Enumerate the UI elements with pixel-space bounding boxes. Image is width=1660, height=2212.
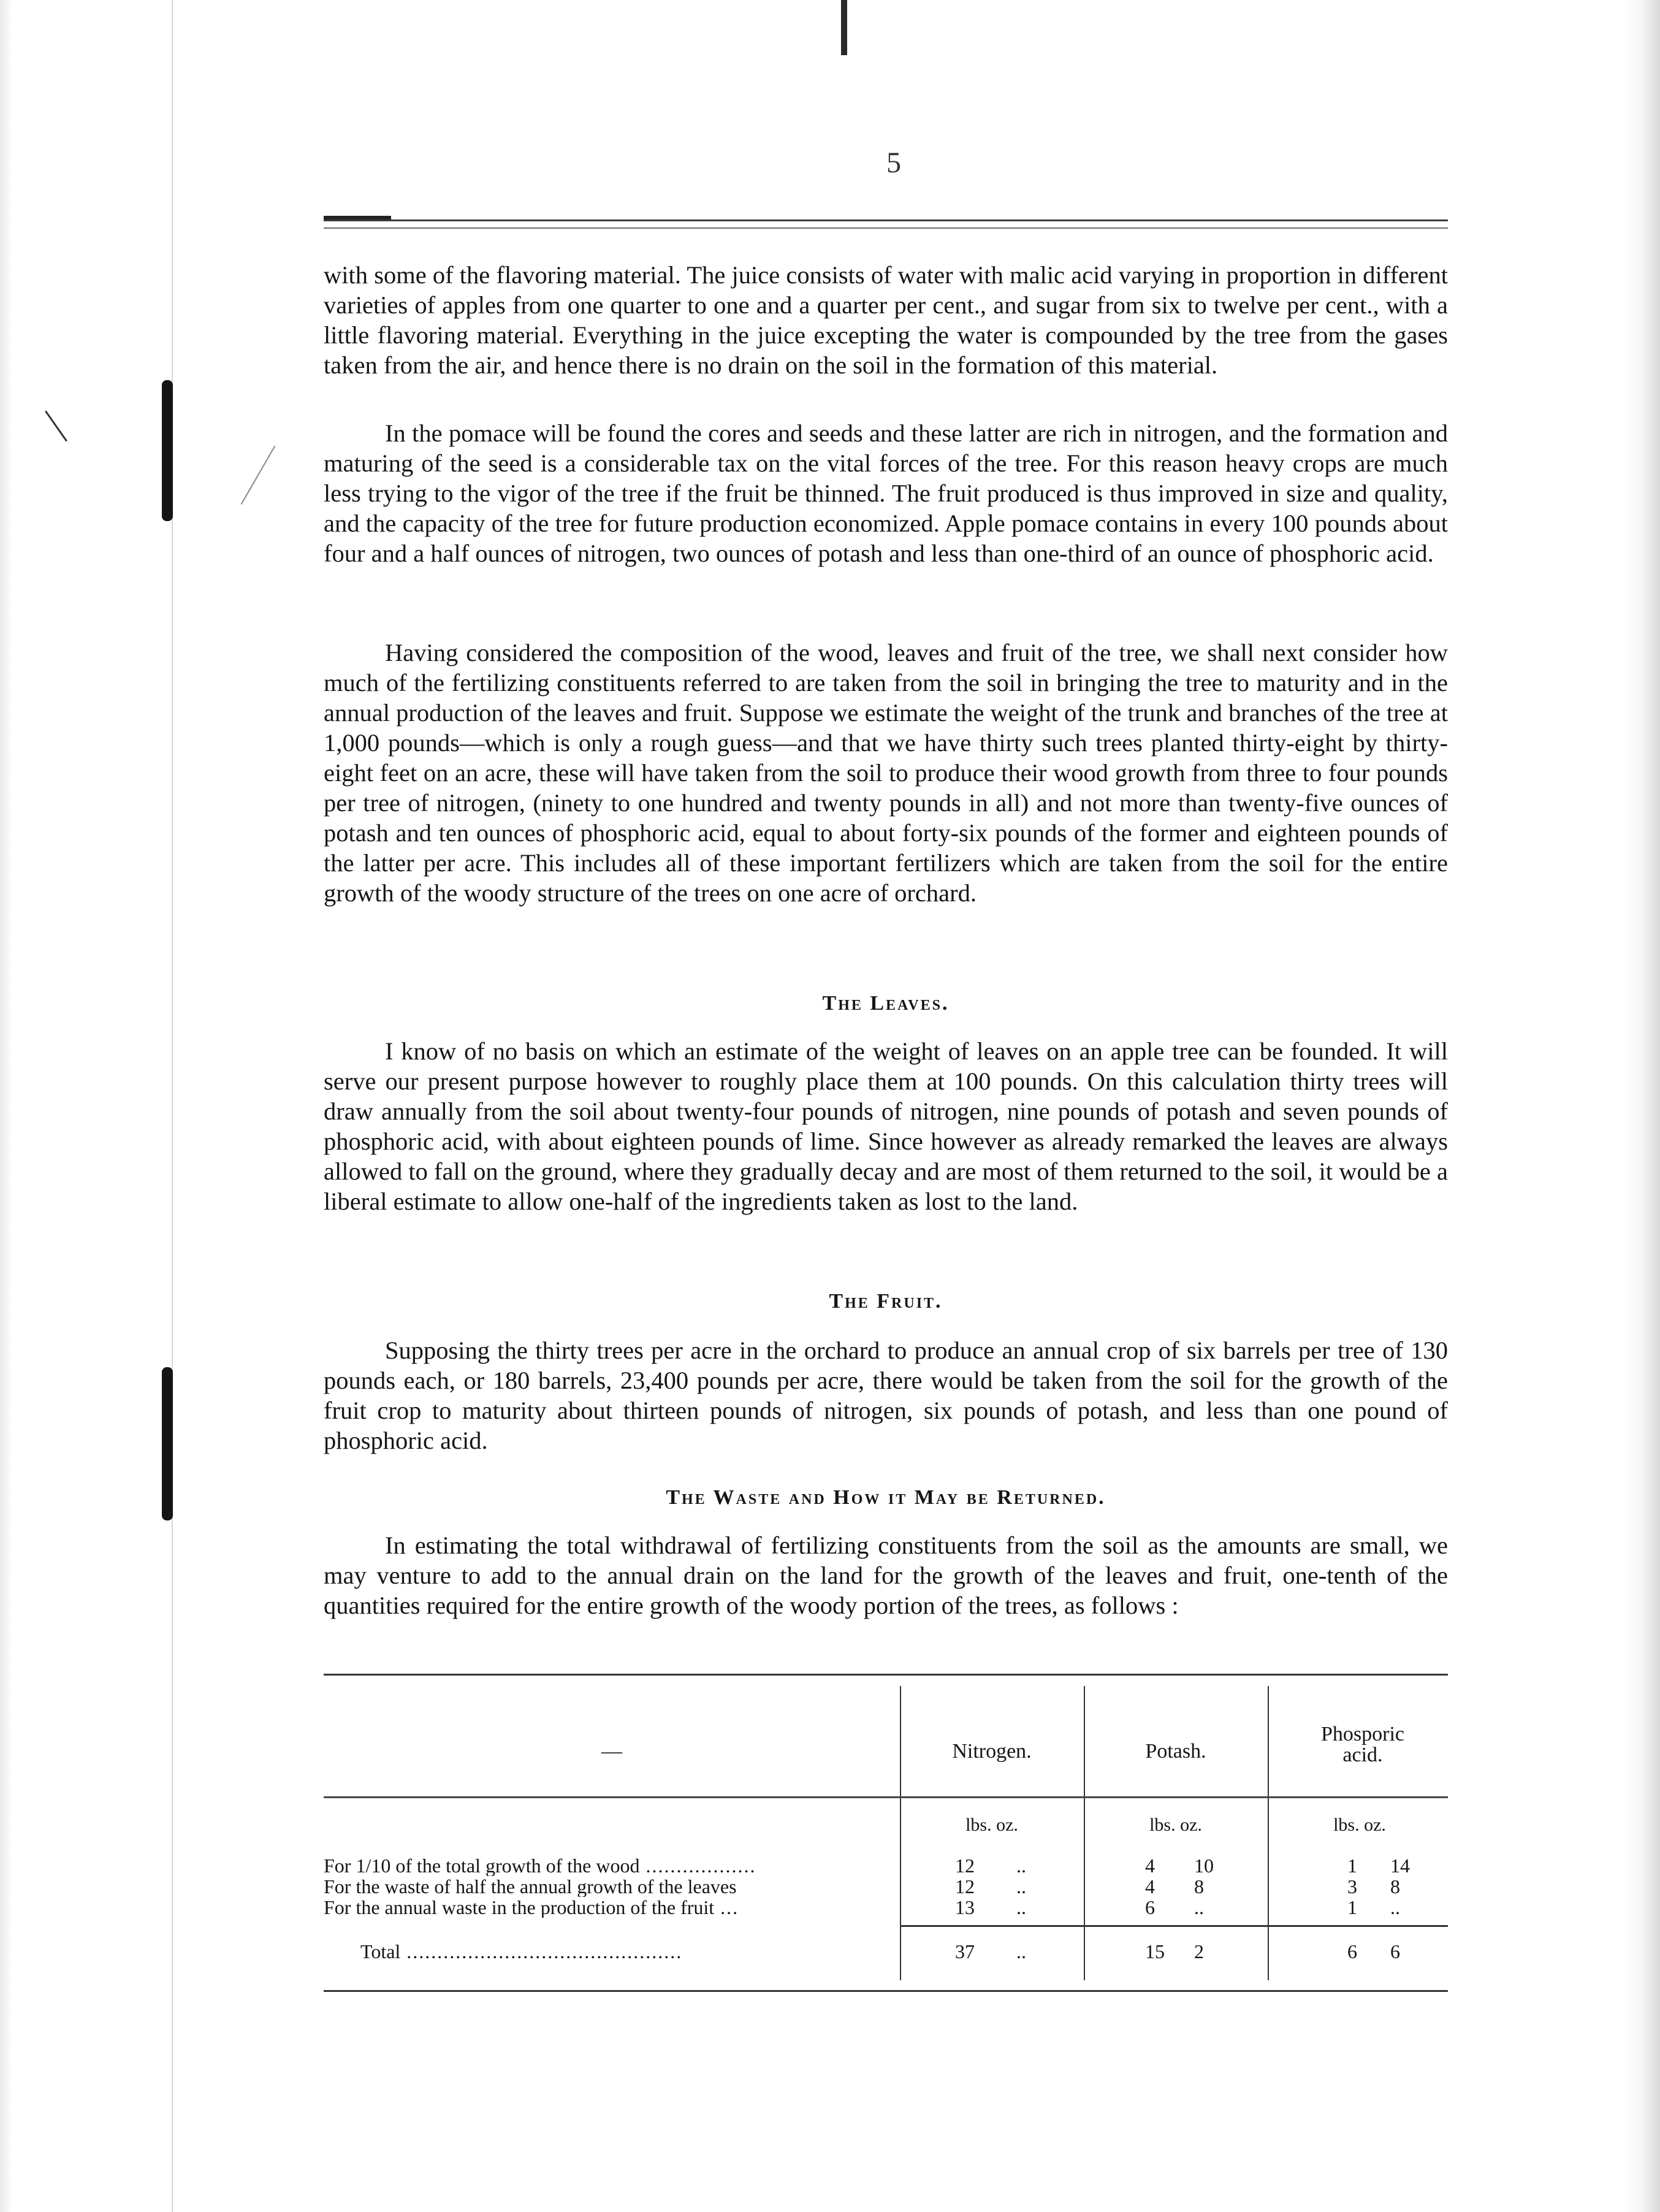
table-top-rule bbox=[324, 1674, 1448, 1676]
table-header-potash: Potash. bbox=[1145, 1740, 1206, 1763]
table-stub-header: — bbox=[601, 1740, 622, 1763]
table-column-divider bbox=[900, 1686, 901, 1980]
cell-nitrogen-lbs: 13 bbox=[955, 1896, 975, 1918]
total-phosphoric-oz: 6 bbox=[1390, 1940, 1400, 1962]
scan-notch bbox=[841, 0, 847, 55]
cell-phosphoric-oz: .. bbox=[1390, 1896, 1400, 1918]
heading-fruit: The Fruit. bbox=[829, 1290, 943, 1313]
cell-phosphoric-oz: 8 bbox=[1390, 1875, 1400, 1897]
total-nitrogen-lbs: 37 bbox=[955, 1940, 975, 1962]
table-column-divider bbox=[1268, 1686, 1269, 1980]
page-fold-shadow-right bbox=[1623, 0, 1660, 2212]
total-label-text: Total bbox=[360, 1941, 401, 1962]
page-fold-shadow-left bbox=[0, 0, 12, 2212]
total-nitrogen-oz: .. bbox=[1016, 1940, 1026, 1962]
cell-potash-oz: 8 bbox=[1194, 1875, 1204, 1897]
unit-phosphoric-acid: lbs. oz. bbox=[1333, 1815, 1386, 1835]
total-potash-lbs: 15 bbox=[1145, 1940, 1165, 1962]
heading-waste: The Waste and How it May be Returned. bbox=[666, 1486, 1106, 1509]
cell-nitrogen-oz: .. bbox=[1016, 1855, 1026, 1877]
unit-nitrogen: lbs. oz. bbox=[965, 1815, 1018, 1835]
table-bottom-rule bbox=[324, 1990, 1448, 1992]
table-row-label bbox=[324, 1876, 900, 1897]
cell-potash-oz: 10 bbox=[1194, 1855, 1214, 1877]
table-total-rule bbox=[900, 1925, 1448, 1927]
table-header-nitrogen: Nitrogen. bbox=[952, 1740, 1032, 1763]
paragraph-pomace: In the pomace will be found the cores and seeds and these latter are rich in nitrogen, and the formation and maturing of the seed is a considerable tax on the vital forces of the tree. For this reason heavy crops are much less trying to the vigor of the tree if the fruit be thinned. The fruit produced is thus improved in size and quality, and the capacity of the tree for future production economized. Apple pomace contains in every 100 pounds about four and a half ounces of nitrogen, two ounces of potash and less than one-third of an ounce of phosphoric acid. bbox=[324, 419, 1448, 567]
binding-stitch-mark bbox=[162, 380, 173, 521]
paragraph-composition: Having considered the composition of the wood, leaves and fruit of the tree, we shall next consider how much of the fertilizing constituents referred to are taken from the soil in bringing the tree to maturity and in the annual production of the leaves and fruit. Suppose we estimate the weight of the trunk and branches of the tree at 1,000 pounds—which is only a rough guess—and that we have thirty such trees planted thirty-eight by thirty-eight feet on an acre, these will have taken from the soil to produce their wood growth from three to four pounds per tree of nitrogen, (ninety to one hundred and twenty pounds in all) and not more than twenty-five ounces of potash and ten ounces of phosphoric acid, equal to about forty-six pounds of the former and eighteen pounds of the latter per acre. This includes all of these important fertilizers which are taken from the soil for the entire growth of the woody structure of the trees on one acre of orchard. bbox=[324, 639, 1448, 907]
row-label-text: For the waste of half the annual growth of the leaves bbox=[324, 1876, 737, 1897]
scan-mark bbox=[241, 446, 276, 505]
table-row-label: For 1/10 of the total growth of the wood .................. bbox=[324, 1855, 756, 1876]
page-number: 5 bbox=[886, 147, 901, 179]
cell-nitrogen-lbs: 12 bbox=[955, 1875, 975, 1897]
binding-edge bbox=[172, 0, 173, 2212]
cell-potash-lbs: 4 bbox=[1145, 1855, 1155, 1877]
cell-phosphoric-lbs: 1 bbox=[1347, 1855, 1357, 1877]
cell-nitrogen-oz: .. bbox=[1016, 1896, 1026, 1918]
heading-leaves: The Leaves. bbox=[822, 992, 950, 1015]
table-total-label: Total ............................................. bbox=[360, 1941, 683, 1962]
table-header-rule bbox=[324, 1796, 1448, 1798]
row-label-text: For 1/10 of the total growth of the wood bbox=[324, 1855, 640, 1876]
paragraph-waste: In estimating the total withdrawal of fertilizing constituents from the soil as the amounts are small, we may venture to add to the annual drain on the land for the growth of the leaves and fruit, one-tenth of the quantities required for the entire growth of the woody portion of the trees, as follows : bbox=[324, 1531, 1448, 1619]
paragraph-fruit: Supposing the thirty trees per acre in the orchard to produce an annual crop of six barrels per tree of 130 pounds each, or 180 barrels, 23,400 pounds per acre, there would be taken from the soil for the growth of the fruit crop to maturity about thirteen pounds of nitrogen, six pounds of potash, and less than one pound of phosphoric acid. bbox=[324, 1337, 1448, 1454]
paragraph-juice: with some of the flavoring material. The juice consists of water with malic acid varying in proportion in different varieties of apples from one quarter to one and a quarter per cent., and sugar from six to twelve per cent., with a little flavoring material. Everything in the juice excepting the water is compounded by the tree from the gases taken from the air, and hence there is no drain on the soil in the formation of this material. bbox=[324, 261, 1448, 379]
binding-stitch-mark bbox=[162, 1367, 173, 1520]
unit-potash: lbs. oz. bbox=[1149, 1815, 1202, 1835]
total-potash-oz: 2 bbox=[1194, 1940, 1204, 1962]
cell-potash-oz: .. bbox=[1194, 1896, 1204, 1918]
scan-mark bbox=[45, 411, 67, 442]
paragraph-leaves: I know of no basis on which an estimate of the weight of leaves on an apple tree can be founded. It will serve our present purpose however to roughly place them at 100 pounds. On this calculation thirty trees will draw annually from the soil about twenty-four pounds of nitrogen, nine pounds of potash and seven pounds of phosphoric acid, with about eighteen pounds of lime. Since however as already remarked the leaves are always allowed to fall on the ground, where they gradually decay and are most of them returned to the soil, it would be a liberal estimate to allow one-half of the ingredients taken as lost to the land. bbox=[324, 1037, 1448, 1215]
table-column-divider bbox=[1084, 1686, 1085, 1980]
cell-potash-lbs: 6 bbox=[1145, 1896, 1155, 1918]
fertilizer-table bbox=[324, 1674, 1448, 1993]
total-phosphoric-lbs: 6 bbox=[1347, 1940, 1357, 1962]
cell-nitrogen-lbs: 12 bbox=[955, 1855, 975, 1877]
cell-potash-lbs: 4 bbox=[1145, 1875, 1155, 1897]
row-label-text: For the annual waste in the production of the fruit bbox=[324, 1897, 715, 1918]
table-header-phosphoric-acid: Phosporic acid. bbox=[1321, 1723, 1404, 1766]
cell-nitrogen-oz: .. bbox=[1016, 1875, 1026, 1897]
cell-phosphoric-lbs: 3 bbox=[1347, 1875, 1357, 1897]
table-row-label: For the annual waste in the production of the fruit ... bbox=[324, 1897, 739, 1918]
header-rule bbox=[324, 219, 1448, 229]
cell-phosphoric-oz: 14 bbox=[1390, 1855, 1410, 1877]
cell-phosphoric-lbs: 1 bbox=[1347, 1896, 1357, 1918]
